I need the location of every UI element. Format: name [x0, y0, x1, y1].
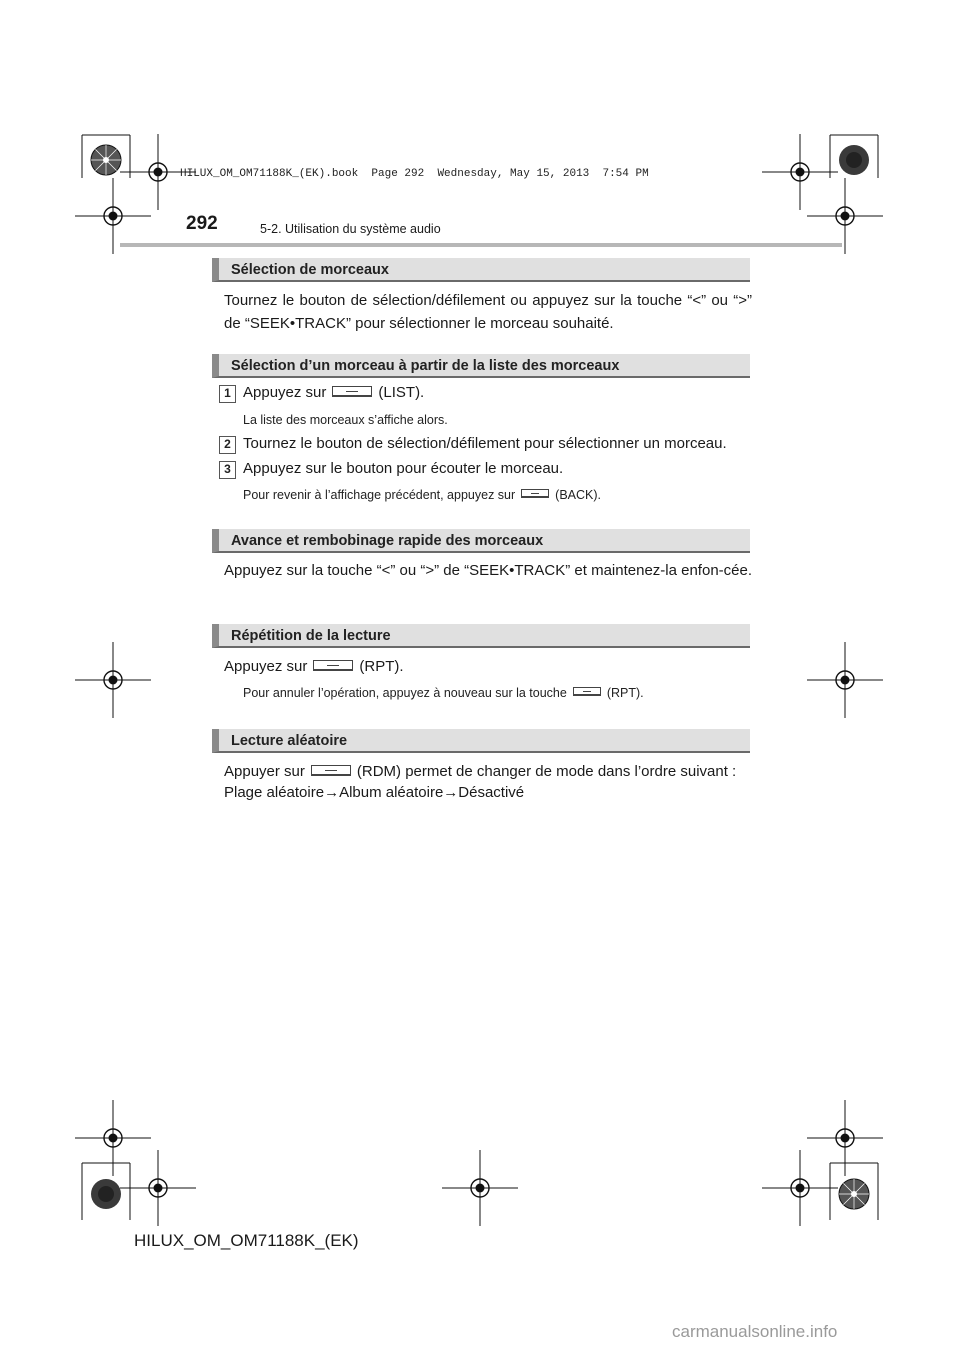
heading-text: Sélection d’un morceau à partir de la liste des morceaux — [231, 358, 620, 374]
rdm-button-icon — [311, 765, 351, 776]
repetition-post: (RPT). — [359, 658, 404, 675]
heading-lecture-aleatoire — [212, 729, 750, 753]
print-job-info: HILUX_OM_OM71188K_(EK).book Page 292 Wednesday, May 15, 2013 7:54 PM — [180, 168, 649, 180]
repetition-pre: Appuyez sur — [224, 658, 308, 675]
step-number-3: 3 — [219, 461, 236, 479]
step-3-note — [243, 488, 601, 502]
rpt-button-icon-small — [573, 687, 601, 696]
list-button-icon — [332, 386, 372, 397]
repetition-note-post: (RPT). — [606, 686, 644, 700]
rpt-button-icon — [313, 660, 353, 671]
page-number: 292 — [186, 213, 218, 234]
paragraph-selection: Tournez le bouton de sélection/défilement ou appuyez sur la touche “<” ou “>” de “SEEK•TRACK” pour sélectionner le morceau souhaité. — [224, 292, 752, 332]
aleatoire-post: (RDM) permet de changer de mode dans l’ordre suivant : — [356, 763, 737, 780]
paragraph-repetition — [224, 655, 752, 678]
step-number-1: 1 — [219, 385, 236, 403]
step-3-note-pre: Pour revenir à l’affichage précédent, appuyez sur — [243, 488, 516, 502]
aleatoire-pre: Appuyer sur — [224, 763, 305, 780]
watermark: carmanualsonline.info — [672, 1322, 838, 1341]
heading-text: Lecture aléatoire — [231, 733, 348, 749]
section-title: 5-2. Utilisation du système audio — [260, 222, 441, 236]
repetition-note-pre: Pour annuler l’opération, appuyez à nouveau sur la touche — [243, 686, 567, 700]
step-1-post: (LIST). — [378, 384, 425, 401]
step-1-pre: Appuyez sur — [243, 384, 327, 401]
heading-selection-morceaux — [212, 258, 750, 282]
step-3-text: Appuyez sur le bouton pour écouter le morceau. — [243, 460, 564, 477]
manual-code: HILUX_OM_OM71188K_(EK) — [134, 1231, 359, 1250]
step-3-note-post: (BACK). — [555, 488, 601, 502]
step-1-text — [243, 384, 424, 401]
paragraph-aleatoire-line2: Plage aléatoire→Album aléatoire→Désactivé — [224, 784, 525, 801]
back-button-icon — [521, 489, 549, 498]
heading-text: Avance et rembobinage rapide des morceaux — [231, 533, 544, 549]
heading-text: Sélection de morceaux — [231, 262, 389, 278]
header-divider — [120, 243, 842, 247]
repetition-note — [243, 686, 644, 700]
heading-text: Répétition de la lecture — [231, 628, 391, 644]
paragraph-aleatoire-line1 — [224, 760, 752, 783]
heading-avance-rembobinage — [212, 529, 750, 553]
paragraph-avance: Appuyez sur la touche “<” ou “>” de “SEEK•TRACK” et maintenez-la enfon-cée. — [224, 562, 753, 579]
step-2-text: Tournez le bouton de sélection/défilement pour sélectionner un morceau. — [243, 435, 727, 452]
step-number-2: 2 — [219, 436, 236, 454]
heading-repetition — [212, 624, 750, 648]
heading-selection-liste — [212, 354, 750, 378]
step-1-note: La liste des morceaux s’affiche alors. — [243, 413, 448, 427]
